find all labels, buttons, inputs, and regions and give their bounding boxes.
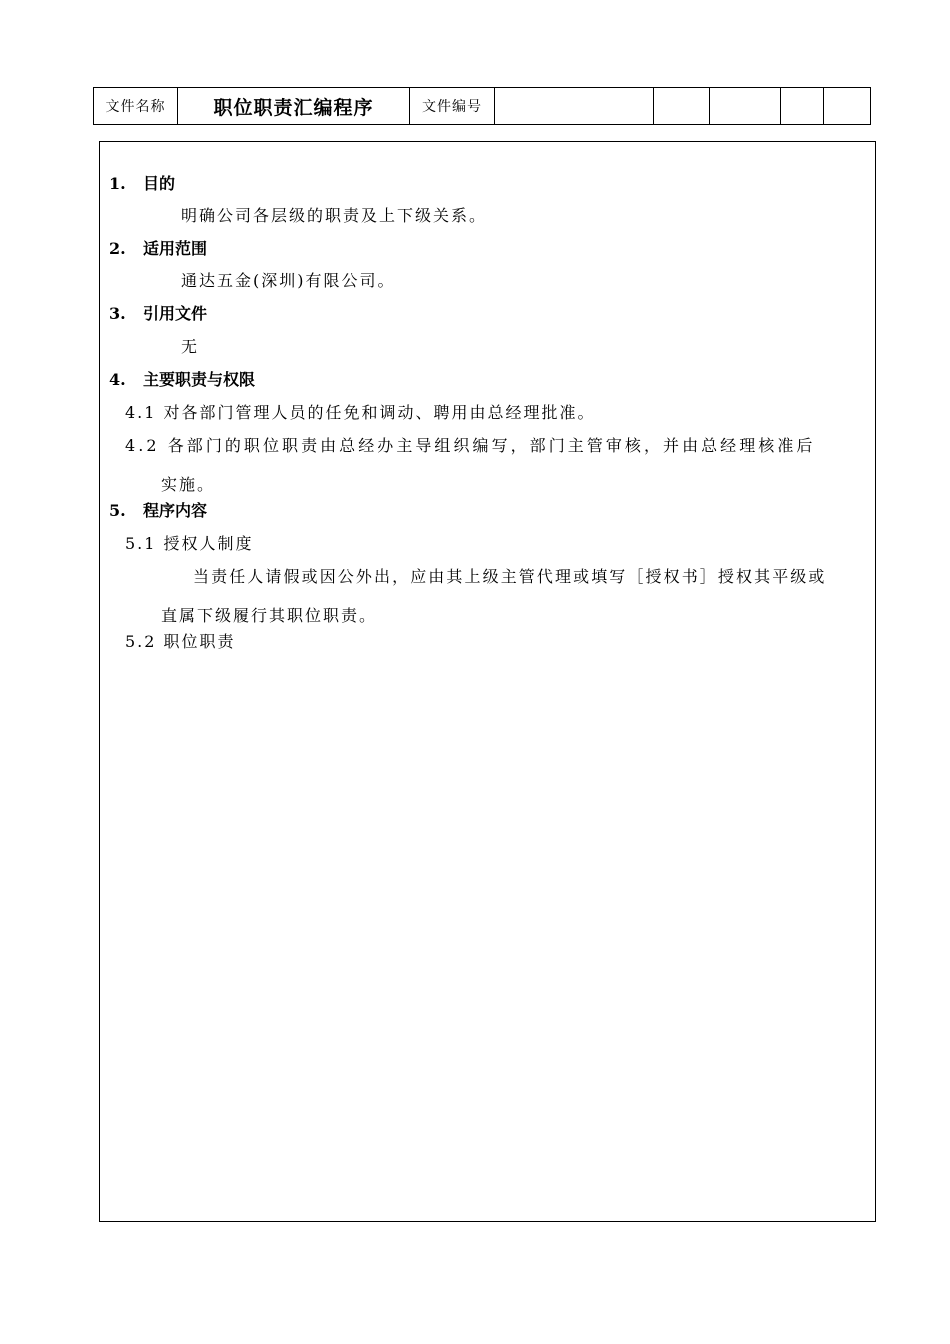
section-5-item-1-line-2: 直属下级履行其职位职责。 [161, 606, 378, 625]
document-body [99, 141, 876, 1222]
section-title: 程序内容 [143, 501, 208, 520]
header-empty-cell [710, 88, 781, 125]
file-number-label: 文件编号 [422, 99, 482, 115]
section-title: 引用文件 [143, 304, 208, 323]
section-title: 适用范围 [143, 239, 208, 258]
file-number-label-cell [410, 88, 495, 125]
section-1-body: 明确公司各层级的职责及上下级关系。 [181, 206, 488, 225]
section-4-item-2-line-1: 4.2 各部门的职位职责由总经办主导组织编写，部门主管审核，并由总经理核准后 [125, 436, 816, 455]
header-empty-cell [654, 88, 710, 125]
document-title: 职位职责汇编程序 [213, 96, 374, 119]
section-5-item-1: 5.1 授权人制度 [125, 534, 254, 553]
section-3-heading [109, 304, 207, 324]
section-number: 4. [109, 370, 126, 389]
document-header-table [93, 87, 871, 125]
section-title: 主要职责与权限 [143, 370, 256, 389]
section-2-heading [109, 239, 207, 259]
section-3-body: 无 [181, 337, 198, 356]
section-4-item-2-line-2: 实施。 [161, 475, 216, 494]
header-empty-cell [824, 88, 871, 125]
section-title: 目的 [143, 174, 176, 193]
section-1-heading [109, 174, 175, 194]
section-2-body: 通达五金(深圳)有限公司。 [181, 271, 396, 290]
section-5-item-1-line-1: 当责任人请假或因公外出，应由其上级主管代理或填写［授权书］授权其平级或 [193, 567, 827, 586]
file-name-label-cell [94, 88, 178, 125]
section-5-heading [109, 501, 207, 521]
section-number: 2. [109, 239, 126, 258]
file-name-label: 文件名称 [105, 99, 166, 115]
document-title-cell [178, 88, 410, 125]
section-4-heading [109, 370, 255, 390]
section-number: 1. [109, 174, 126, 193]
section-number: 3. [109, 304, 126, 323]
section-5-item-2: 5.2 职位职责 [125, 632, 236, 651]
file-number-value-cell [495, 88, 654, 125]
section-number: 5. [109, 501, 126, 520]
section-4-item-1: 4.1 对各部门管理人员的任免和调动、聘用由总经理批准。 [125, 403, 596, 422]
header-empty-cell [781, 88, 824, 125]
